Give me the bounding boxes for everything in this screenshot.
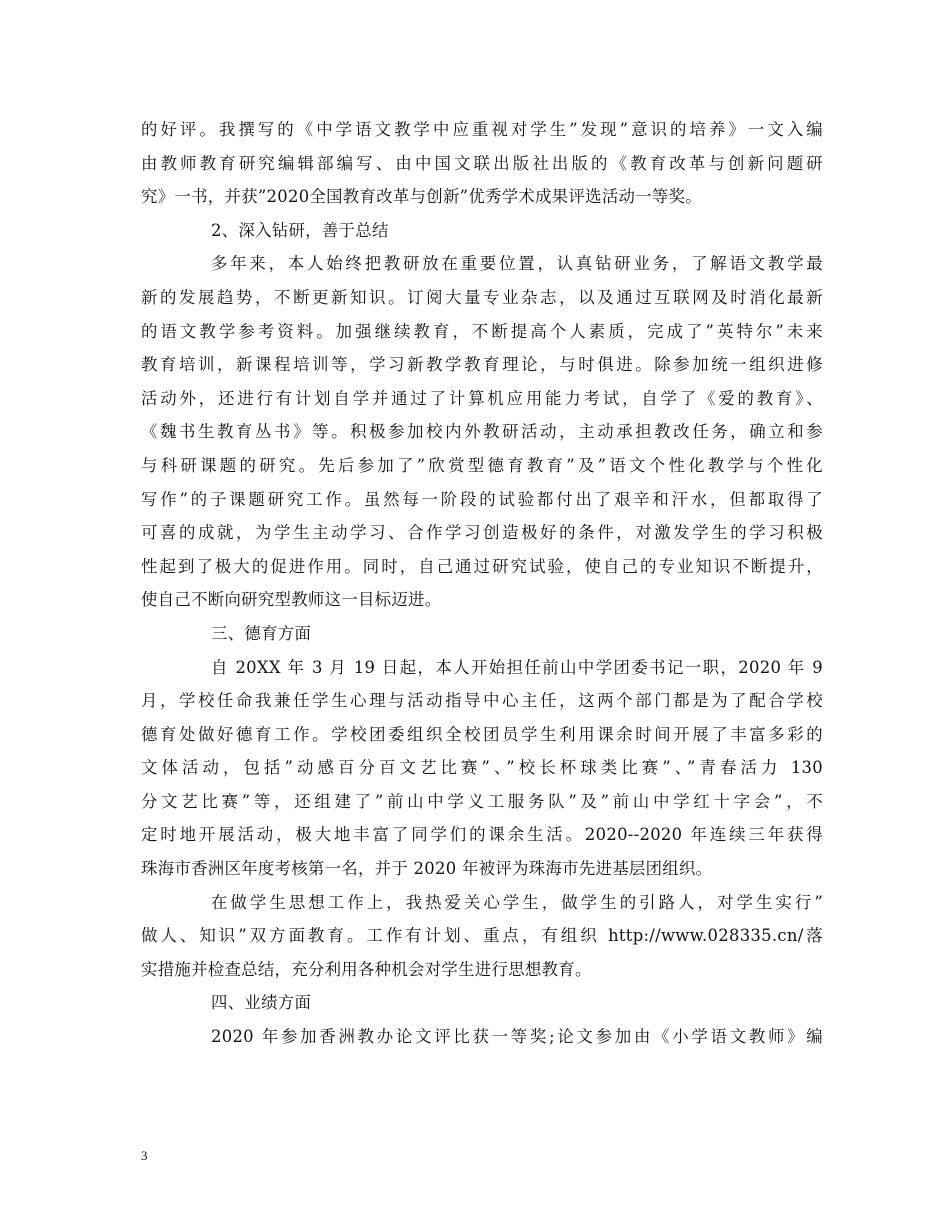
text-line: 新的发展趋势，不断更新知识。订阅大量专业杂志，以及通过互联网及时消化最新 <box>141 287 823 307</box>
text-line: 可喜的成就，为学生主动学习、合作学习创造极好的条件，对激发学生的学习积极 <box>141 523 823 543</box>
paragraph-first-line: 2020 年参加香洲教办论文评比获一等奖;论文参加由《小学语文教师》编 <box>211 1027 823 1047</box>
text-line: 性起到了极大的促进作用。同时，自己通过研究试验，使自己的专业知识不断提升， <box>141 556 823 576</box>
document-body <box>141 113 823 1054</box>
paragraph-first-line: 自 20XX 年 3 月 19 日起，本人开始担任前山中学团委书记一职，2020 年 9 <box>211 657 823 677</box>
text-line: 究》一书，并获”2020全国教育改革与创新”优秀学术成果评选活动一等奖。 <box>141 187 702 207</box>
paragraph-first-line: 在做学生思想工作上，我热爱关心学生，做学生的引路人，对学生实行” <box>211 892 823 912</box>
text-line: 写作”的子课题研究工作。虽然每一阶段的试验都付出了艰辛和汗水，但都取得了 <box>141 489 823 509</box>
text-line: 文体活动，包括”动感百分百文艺比赛”、”校长杯球类比赛”、”青春活力 130 <box>141 758 823 778</box>
paragraph-first-line: 多年来，本人始终把教研放在重要位置，认真钻研业务，了解语文教学最 <box>211 254 823 274</box>
text-line: 由教师教育研究编辑部编写、由中国文联出版社出版的《教育改革与创新问题研 <box>141 153 823 173</box>
text-line: 《魏书生教育丛书》等。积极参加校内外教研活动，主动承担教改任务，确立和参 <box>141 422 823 442</box>
text-line: 使自己不断向研究型教师这一目标迈进。 <box>141 590 442 610</box>
page-number: 3 <box>141 1148 148 1163</box>
section-heading: 三、德育方面 <box>211 623 312 643</box>
text-line: 做人、知识”双方面教育。工作有计划、重点，有组织 http://www.028335.cn/落 <box>141 926 823 946</box>
section-heading: 2、深入钻研，善于总结 <box>211 220 389 240</box>
text-line: 定时地开展活动，极大地丰富了同学们的课余生活。2020--2020 年连续三年获得 <box>141 825 823 845</box>
text-line: 德育处做好德育工作。学校团委组织全校团员学生利用课余时间开展了丰富多彩的 <box>141 724 823 744</box>
text-line: 与科研课题的研究。先后参加了”欣赏型德育教育”及”语文个性化教学与个性化 <box>141 455 823 475</box>
text-line: 的语文教学参考资料。加强继续教育，不断提高个人素质，完成了”英特尔”未来 <box>141 321 823 341</box>
text-line: 教育培训，新课程培训等，学习新教学教育理论，与时俱进。除参加统一组织进修 <box>141 355 823 375</box>
text-line: 月，学校任命我兼任学生心理与活动指导中心主任，这两个部门都是为了配合学校 <box>141 691 823 711</box>
text-line: 活动外，还进行有计划自学并通过了计算机应用能力考试，自学了《爱的教育》、 <box>141 388 823 408</box>
text-line: 的好评。我撰写的《中学语文教学中应重视对学生”发现”意识的培养》一文入编 <box>141 120 823 139</box>
text-line: 实措施并检查总结，充分利用各种机会对学生进行思想教育。 <box>141 959 592 979</box>
section-heading: 四、业绩方面 <box>211 993 312 1013</box>
text-line: 珠海市香洲区年度考核第一名，并于 2020 年被评为珠海市先进基层团组织。 <box>141 859 713 879</box>
text-line: 分文艺比赛”等，还组建了”前山中学义工服务队”及”前山中学红十字会”，不 <box>141 791 823 811</box>
